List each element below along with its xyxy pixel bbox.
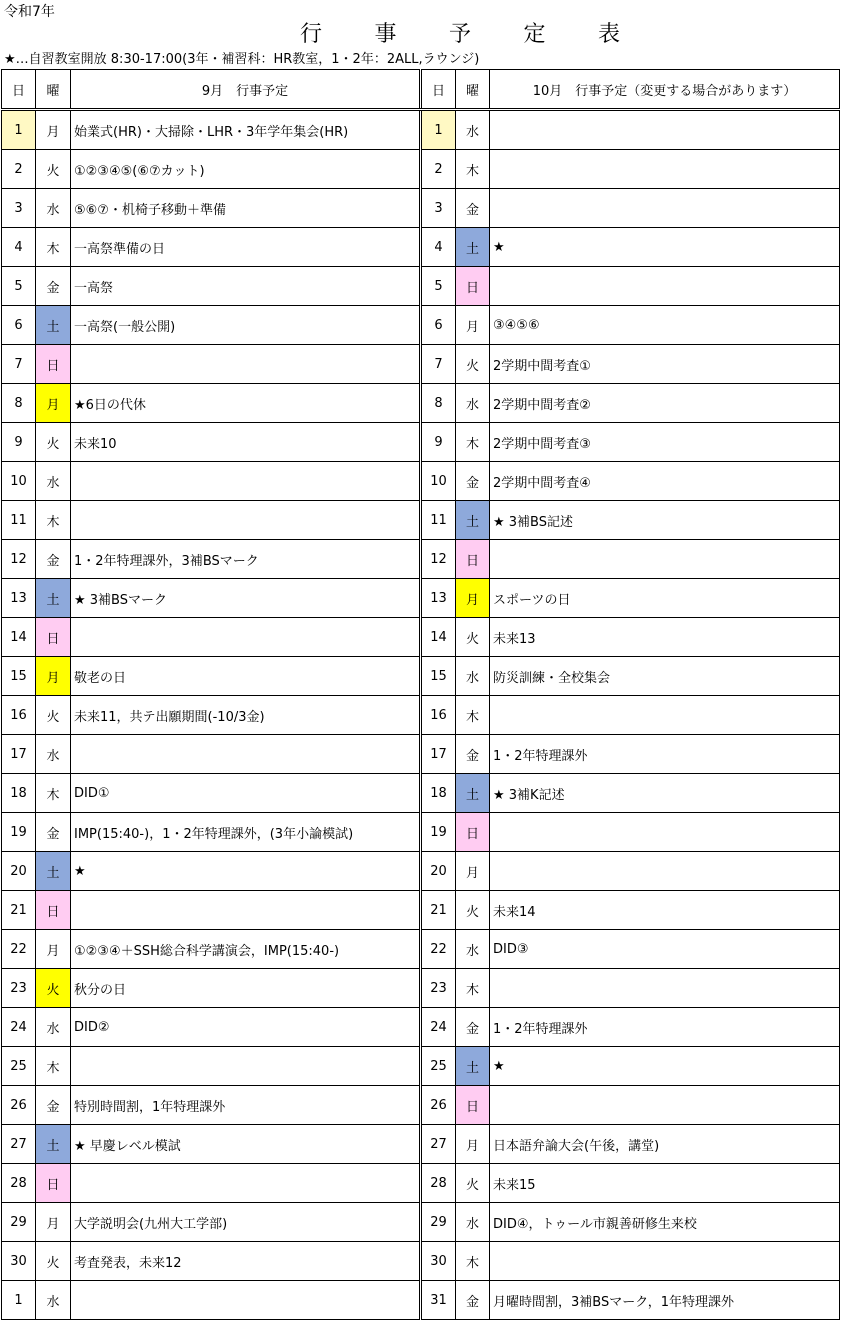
table-row — [2, 891, 840, 930]
sep-event-cell: 一高祭(一般公開) — [71, 306, 421, 345]
sep-day-cell: 4 — [2, 228, 36, 267]
oct-event-cell: ★ 3補BS記述 — [490, 501, 840, 540]
oct-event-cell: 未来13 — [490, 618, 840, 657]
sep-event-cell: DID① — [71, 774, 421, 813]
oct-day-cell: 29 — [421, 1203, 456, 1242]
table-row — [2, 930, 840, 969]
oct-day-cell: 18 — [421, 774, 456, 813]
oct-event-cell: 1・2年特理課外 — [490, 735, 840, 774]
sep-weekday-cell: 木 — [36, 774, 71, 813]
oct-weekday-cell: 木 — [456, 150, 490, 189]
sep-event-cell: 敬老の日 — [71, 657, 421, 696]
oct-day-cell: 14 — [421, 618, 456, 657]
sep-day-cell: 18 — [2, 774, 36, 813]
sep-event-cell — [71, 1047, 421, 1086]
sep-weekday-cell: 金 — [36, 1086, 71, 1125]
oct-day-cell: 3 — [421, 189, 456, 228]
sep-day-cell: 16 — [2, 696, 36, 735]
oct-weekday-cell: 金 — [456, 1281, 490, 1320]
sep-event-cell: ★ — [71, 852, 421, 891]
oct-weekday-cell: 月 — [456, 579, 490, 618]
oct-event-cell: ③④⑤⑥ — [490, 306, 840, 345]
oct-weekday-cell: 水 — [456, 384, 490, 423]
oct-event-cell — [490, 267, 840, 306]
sep-event-cell: 1・2年特理課外，3補BSマーク — [71, 540, 421, 579]
oct-day-cell: 8 — [421, 384, 456, 423]
oct-weekday-cell: 日 — [456, 1086, 490, 1125]
oct-event-cell: 2学期中間考査① — [490, 345, 840, 384]
oct-weekday-cell: 金 — [456, 462, 490, 501]
oct-day-header: 日 — [421, 70, 456, 110]
table-row — [2, 189, 840, 228]
sep-event-cell: 特別時間割，1年特理課外 — [71, 1086, 421, 1125]
oct-day-cell: 21 — [421, 891, 456, 930]
oct-day-cell: 2 — [421, 150, 456, 189]
oct-weekday-cell: 木 — [456, 969, 490, 1008]
sep-day-cell: 23 — [2, 969, 36, 1008]
sep-event-cell: ★ 早慶レベル模試 — [71, 1125, 421, 1164]
oct-weekday-cell: 木 — [456, 1242, 490, 1281]
sep-weekday-cell: 金 — [36, 267, 71, 306]
oct-event-cell — [490, 1086, 840, 1125]
oct-day-cell: 5 — [421, 267, 456, 306]
sep-day-cell: 7 — [2, 345, 36, 384]
oct-event-cell: DID④，トゥール市親善研修生来校 — [490, 1203, 840, 1242]
oct-day-cell: 24 — [421, 1008, 456, 1047]
oct-day-cell: 4 — [421, 228, 456, 267]
schedule-table — [1, 69, 840, 1320]
oct-event-cell: スポーツの日 — [490, 579, 840, 618]
sep-event-cell: ①②③④＋SSH総合科学講演会，IMP(15:40-) — [71, 930, 421, 969]
sep-weekday-cell: 月 — [36, 110, 71, 150]
title-char: 定 — [523, 22, 546, 47]
oct-day-cell: 23 — [421, 969, 456, 1008]
sep-event-cell: ★6日の代休 — [71, 384, 421, 423]
sep-day-cell: 9 — [2, 423, 36, 462]
table-row — [2, 735, 840, 774]
table-row — [2, 618, 840, 657]
table-row — [2, 813, 840, 852]
sep-event-cell — [71, 501, 421, 540]
table-row — [2, 501, 840, 540]
oct-event-cell: 未来15 — [490, 1164, 840, 1203]
sep-day-cell: 1 — [2, 1281, 36, 1320]
oct-weekday-cell: 金 — [456, 189, 490, 228]
oct-weekday-cell: 木 — [456, 423, 490, 462]
sep-weekday-cell: 月 — [36, 930, 71, 969]
oct-weekday-cell: 月 — [456, 306, 490, 345]
oct-weekday-cell: 土 — [456, 774, 490, 813]
sep-event-cell — [71, 345, 421, 384]
sep-event-cell: ①②③④⑤(⑥⑦カット) — [71, 150, 421, 189]
sep-day-cell: 6 — [2, 306, 36, 345]
oct-weekday-cell: 火 — [456, 345, 490, 384]
oct-day-cell: 26 — [421, 1086, 456, 1125]
oct-day-cell: 17 — [421, 735, 456, 774]
sep-weekday-cell: 土 — [36, 1125, 71, 1164]
oct-weekday-cell: 土 — [456, 228, 490, 267]
sep-weekday-cell: 木 — [36, 1047, 71, 1086]
oct-weekday-cell: 月 — [456, 852, 490, 891]
sep-event-cell: 大学説明会(九州大工学部) — [71, 1203, 421, 1242]
oct-day-cell: 22 — [421, 930, 456, 969]
sep-day-cell: 25 — [2, 1047, 36, 1086]
sep-weekday-cell: 水 — [36, 1008, 71, 1047]
oct-event-cell: 日本語弁論大会(午後，講堂) — [490, 1125, 840, 1164]
sep-weekday-cell: 土 — [36, 852, 71, 891]
sep-day-cell: 21 — [2, 891, 36, 930]
sep-weekday-cell: 金 — [36, 540, 71, 579]
table-row — [2, 267, 840, 306]
table-row — [2, 969, 840, 1008]
oct-weekday-cell: 土 — [456, 1047, 490, 1086]
oct-day-cell: 9 — [421, 423, 456, 462]
table-row — [2, 345, 840, 384]
oct-event-cell: ★ — [490, 1047, 840, 1086]
sep-weekday-cell: 火 — [36, 696, 71, 735]
oct-day-cell: 25 — [421, 1047, 456, 1086]
sep-weekday-cell: 日 — [36, 345, 71, 384]
sep-event-cell — [71, 1281, 421, 1320]
sep-day-cell: 29 — [2, 1203, 36, 1242]
sep-weekday-cell: 水 — [36, 189, 71, 228]
sep-event-cell: 未来11，共テ出願期間(-10/3金) — [71, 696, 421, 735]
oct-day-cell: 15 — [421, 657, 456, 696]
oct-event-cell: ★ 3補K記述 — [490, 774, 840, 813]
sep-weekday-cell: 日 — [36, 891, 71, 930]
sep-day-cell: 1 — [2, 110, 36, 150]
sep-event-cell — [71, 462, 421, 501]
oct-events-header: 10月 行事予定（変更する場合があります） — [490, 70, 840, 110]
table-row — [2, 1242, 840, 1281]
oct-event-cell — [490, 1242, 840, 1281]
oct-event-cell: ★ — [490, 228, 840, 267]
oct-weekday-cell: 日 — [456, 813, 490, 852]
table-row — [2, 696, 840, 735]
sep-weekday-cell: 火 — [36, 1242, 71, 1281]
sep-event-cell — [71, 891, 421, 930]
table-row — [2, 540, 840, 579]
table-row — [2, 110, 840, 150]
sep-event-cell: 考査発表，未来12 — [71, 1242, 421, 1281]
oct-day-cell: 12 — [421, 540, 456, 579]
table-row — [2, 579, 840, 618]
sep-weekday-cell: 土 — [36, 579, 71, 618]
sep-weekday-cell: 火 — [36, 423, 71, 462]
sep-day-header: 日 — [2, 70, 36, 110]
table-row — [2, 774, 840, 813]
sep-weekday-cell: 月 — [36, 1203, 71, 1242]
sep-day-cell: 13 — [2, 579, 36, 618]
oct-event-cell — [490, 150, 840, 189]
table-row — [2, 852, 840, 891]
oct-day-cell: 1 — [421, 110, 456, 150]
oct-event-cell — [490, 189, 840, 228]
oct-weekday-cell: 火 — [456, 1164, 490, 1203]
oct-weekday-cell: 土 — [456, 501, 490, 540]
oct-day-cell: 11 — [421, 501, 456, 540]
sep-day-cell: 15 — [2, 657, 36, 696]
table-row — [2, 657, 840, 696]
sep-day-cell: 11 — [2, 501, 36, 540]
table-row — [2, 384, 840, 423]
oct-weekday-cell: 水 — [456, 1203, 490, 1242]
sep-weekday-cell: 火 — [36, 969, 71, 1008]
sep-day-cell: 8 — [2, 384, 36, 423]
sep-day-cell: 30 — [2, 1242, 36, 1281]
oct-event-cell: 未来14 — [490, 891, 840, 930]
table-row — [2, 306, 840, 345]
sep-weekday-cell: 月 — [36, 384, 71, 423]
oct-event-cell — [490, 969, 840, 1008]
oct-event-cell: 2学期中間考査④ — [490, 462, 840, 501]
table-row — [2, 1047, 840, 1086]
oct-day-cell: 16 — [421, 696, 456, 735]
sep-event-cell: ⑤⑥⑦・机椅子移動＋準備 — [71, 189, 421, 228]
sep-weekday-cell: 火 — [36, 150, 71, 189]
oct-day-cell: 20 — [421, 852, 456, 891]
oct-weekday-header: 曜 — [456, 70, 490, 110]
oct-day-cell: 13 — [421, 579, 456, 618]
table-row — [2, 1281, 840, 1320]
sep-event-cell: ★ 3補BSマーク — [71, 579, 421, 618]
sep-weekday-cell: 金 — [36, 813, 71, 852]
oct-event-cell — [490, 540, 840, 579]
oct-weekday-cell: 木 — [456, 696, 490, 735]
oct-weekday-cell: 水 — [456, 110, 490, 150]
table-row — [2, 1008, 840, 1047]
oct-event-cell: 月曜時間割，3補BSマーク，1年特理課外 — [490, 1281, 840, 1320]
sep-weekday-cell: 水 — [36, 1281, 71, 1320]
table-row — [2, 462, 840, 501]
oct-weekday-cell: 火 — [456, 618, 490, 657]
sep-weekday-cell: 木 — [36, 228, 71, 267]
title-char: 事 — [374, 22, 397, 47]
oct-weekday-cell: 金 — [456, 735, 490, 774]
oct-day-cell: 7 — [421, 345, 456, 384]
sep-events-header: 9月 行事予定 — [71, 70, 421, 110]
oct-event-cell: 2学期中間考査② — [490, 384, 840, 423]
sep-event-cell — [71, 618, 421, 657]
oct-event-cell: 2学期中間考査③ — [490, 423, 840, 462]
title-char: 行 — [300, 22, 323, 47]
study-room-note: ★…自習教室開放 8:30-17:00(3年・補習科：HR教室，1・2年：2ALL,ラウンジ) — [4, 52, 480, 67]
oct-weekday-cell: 日 — [456, 267, 490, 306]
sep-weekday-cell: 日 — [36, 618, 71, 657]
sep-weekday-cell: 日 — [36, 1164, 71, 1203]
table-row — [2, 150, 840, 189]
oct-day-cell: 6 — [421, 306, 456, 345]
era-label: 令和7年 — [4, 4, 55, 20]
sep-weekday-cell: 月 — [36, 657, 71, 696]
sep-day-cell: 22 — [2, 930, 36, 969]
oct-weekday-cell: 水 — [456, 657, 490, 696]
sep-day-cell: 5 — [2, 267, 36, 306]
oct-weekday-cell: 月 — [456, 1125, 490, 1164]
table-row — [2, 1086, 840, 1125]
sep-day-cell: 14 — [2, 618, 36, 657]
sep-event-cell: 未来10 — [71, 423, 421, 462]
sep-day-cell: 2 — [2, 150, 36, 189]
sep-event-cell — [71, 735, 421, 774]
sep-day-cell: 12 — [2, 540, 36, 579]
sep-weekday-cell: 木 — [36, 501, 71, 540]
sep-day-cell: 28 — [2, 1164, 36, 1203]
table-row — [2, 423, 840, 462]
sep-weekday-header: 曜 — [36, 70, 71, 110]
sep-event-cell: 秋分の日 — [71, 969, 421, 1008]
oct-event-cell: DID③ — [490, 930, 840, 969]
oct-event-cell: 防災訓練・全校集会 — [490, 657, 840, 696]
sep-weekday-cell: 水 — [36, 735, 71, 774]
page-title — [300, 22, 620, 48]
sep-weekday-cell: 土 — [36, 306, 71, 345]
sep-day-cell: 17 — [2, 735, 36, 774]
oct-event-cell: 1・2年特理課外 — [490, 1008, 840, 1047]
sep-day-cell: 3 — [2, 189, 36, 228]
oct-event-cell — [490, 852, 840, 891]
sep-day-cell: 24 — [2, 1008, 36, 1047]
oct-day-cell: 10 — [421, 462, 456, 501]
table-row — [2, 1125, 840, 1164]
oct-event-cell — [490, 813, 840, 852]
sep-weekday-cell: 水 — [36, 462, 71, 501]
sep-day-cell: 10 — [2, 462, 36, 501]
oct-day-cell: 19 — [421, 813, 456, 852]
sep-event-cell: 始業式(HR)・大掃除・LHR・3年学年集会(HR) — [71, 110, 421, 150]
oct-weekday-cell: 水 — [456, 930, 490, 969]
oct-day-cell: 31 — [421, 1281, 456, 1320]
oct-day-cell: 27 — [421, 1125, 456, 1164]
oct-weekday-cell: 日 — [456, 540, 490, 579]
sep-day-cell: 20 — [2, 852, 36, 891]
sep-event-cell: IMP(15:40-)，1・2年特理課外，(3年小論模試) — [71, 813, 421, 852]
title-char: 表 — [597, 22, 620, 47]
oct-event-cell — [490, 110, 840, 150]
table-row — [2, 1203, 840, 1242]
oct-day-cell: 30 — [421, 1242, 456, 1281]
sep-event-cell: 一高祭準備の日 — [71, 228, 421, 267]
sep-event-cell: 一高祭 — [71, 267, 421, 306]
schedule-body — [2, 110, 840, 1320]
oct-weekday-cell: 火 — [456, 891, 490, 930]
oct-event-cell — [490, 696, 840, 735]
oct-day-cell: 28 — [421, 1164, 456, 1203]
sep-event-cell — [71, 1164, 421, 1203]
sep-day-cell: 27 — [2, 1125, 36, 1164]
oct-weekday-cell: 金 — [456, 1008, 490, 1047]
sep-day-cell: 26 — [2, 1086, 36, 1125]
table-row — [2, 1164, 840, 1203]
sep-event-cell: DID② — [71, 1008, 421, 1047]
header-row — [2, 70, 840, 110]
title-char: 予 — [448, 22, 471, 47]
table-row — [2, 228, 840, 267]
sep-day-cell: 19 — [2, 813, 36, 852]
